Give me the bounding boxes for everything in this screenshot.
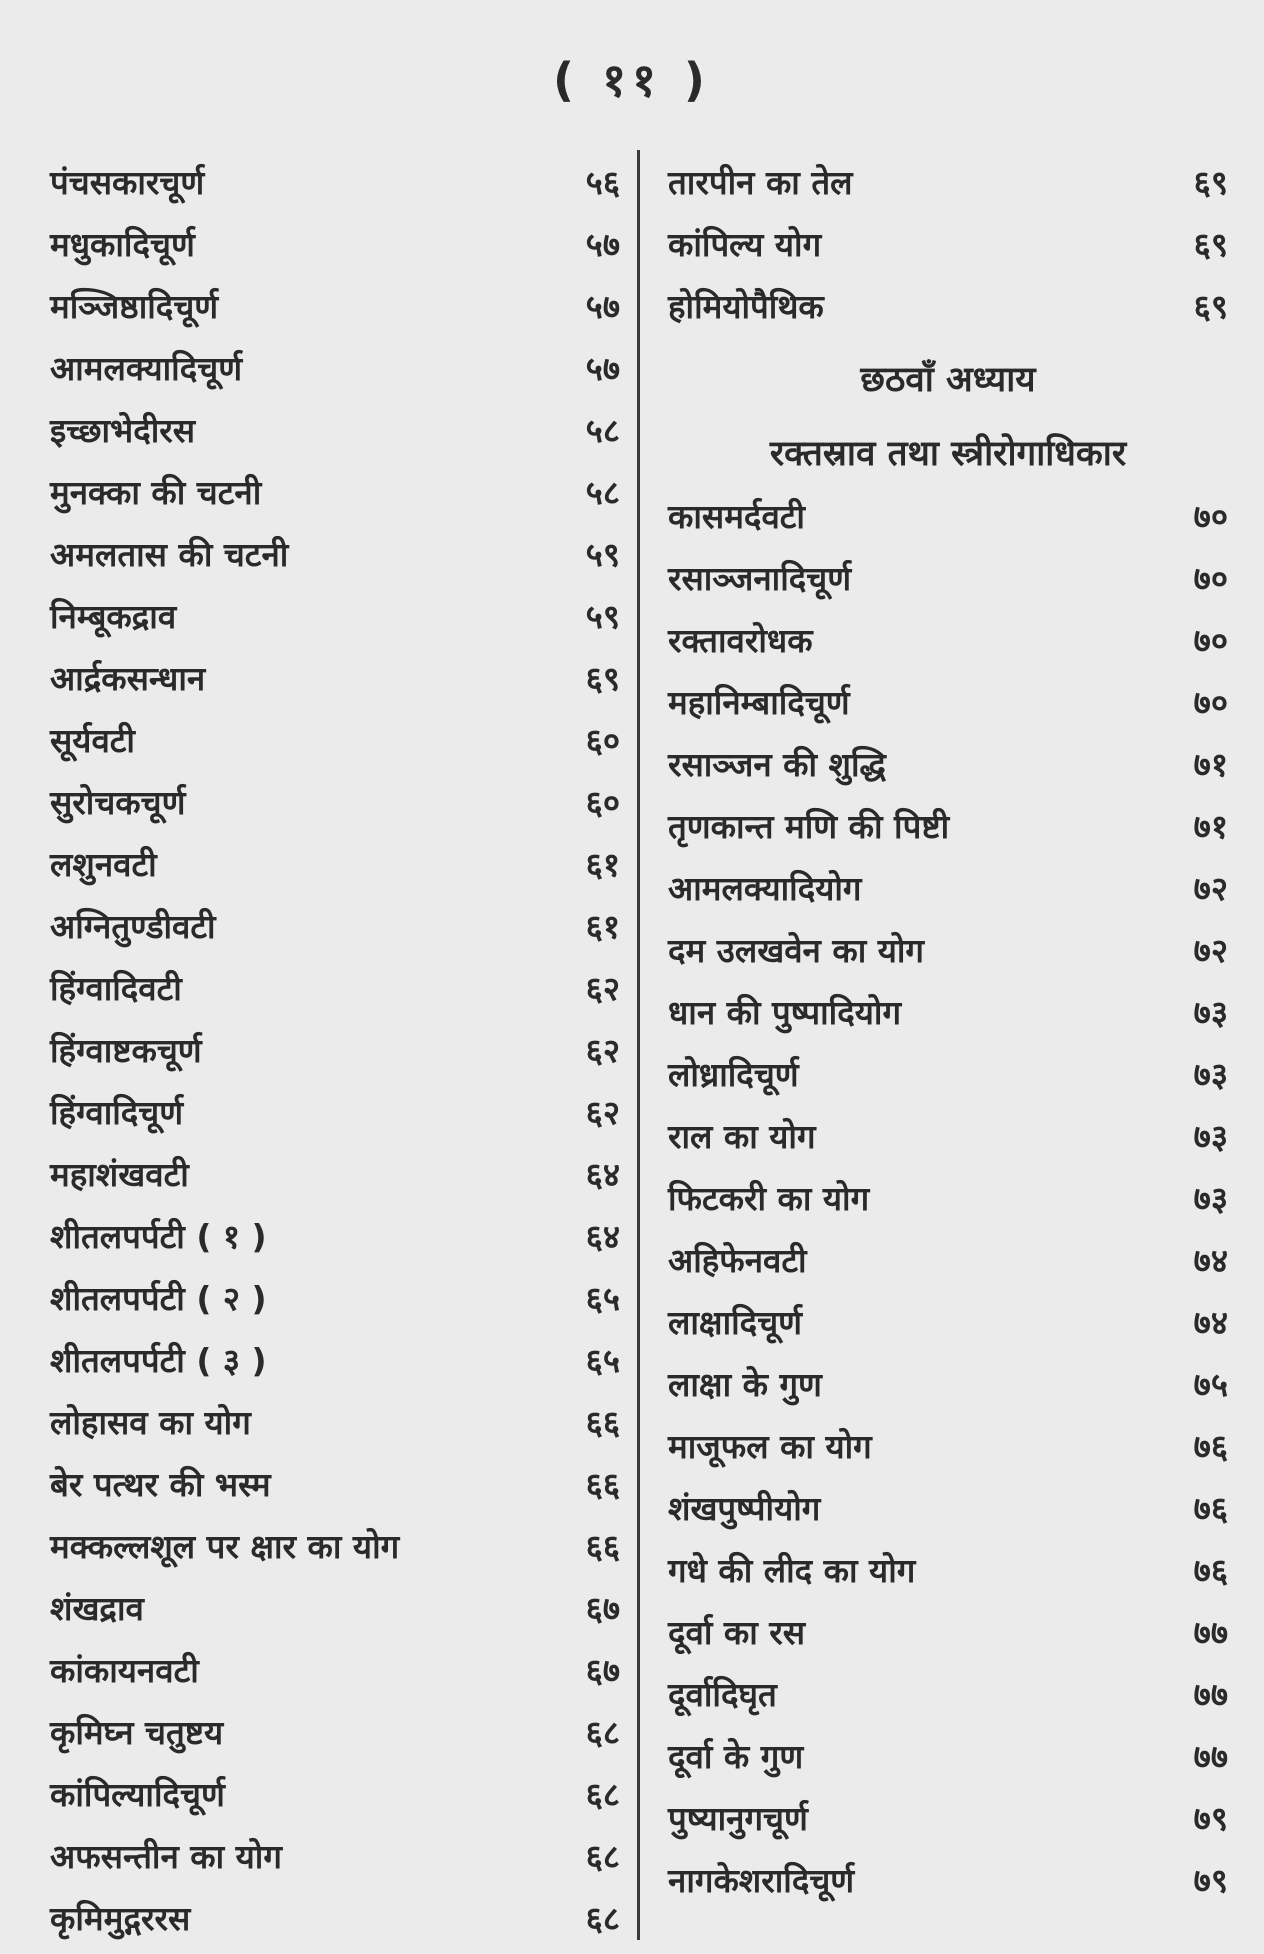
- toc-entry: [668, 1600, 1228, 1662]
- toc-entry: [50, 212, 620, 274]
- toc-entry: [50, 1266, 620, 1328]
- toc-entry: [50, 708, 620, 770]
- toc-entry: [668, 980, 1228, 1042]
- entry-page-number: ७९: [1193, 1798, 1228, 1838]
- entry-page-number: ६५: [585, 1340, 620, 1380]
- entry-title: हिंग्वाष्टकचूर्ण: [50, 1030, 202, 1070]
- entry-page-number: ७९: [1193, 1860, 1228, 1900]
- entry-page-number: ५६: [585, 162, 620, 202]
- entry-page-number: ६५: [585, 1278, 620, 1318]
- entry-page-number: ६८: [585, 1836, 620, 1876]
- entry-page-number: ५७: [585, 224, 620, 264]
- toc-entry: [668, 918, 1228, 980]
- toc-entry: [668, 1662, 1228, 1724]
- entry-page-number: ७५: [1193, 1364, 1228, 1404]
- toc-entry: [50, 1390, 620, 1452]
- entry-title: दूर्वादिघृत: [668, 1674, 777, 1714]
- entry-page-number: ७३: [1193, 1116, 1228, 1156]
- entry-title: आमलक्यादिचूर्ण: [50, 348, 243, 388]
- entry-title: शंखद्राव: [50, 1588, 144, 1628]
- entry-title: अहिफेनवटी: [668, 1240, 807, 1280]
- entry-title: अफसन्तीन का योग: [50, 1836, 282, 1876]
- toc-entry: [668, 212, 1228, 274]
- toc-entry: [50, 1824, 620, 1886]
- entry-title: शीतलपर्पटी ( २ ): [50, 1278, 267, 1318]
- entry-page-number: ७०: [1193, 558, 1228, 598]
- toc-entry: [668, 1476, 1228, 1538]
- entry-title: तृणकान्त मणि की पिष्टी: [668, 806, 950, 846]
- entry-page-number: ७६: [1193, 1488, 1228, 1528]
- entry-title: माजूफल का योग: [668, 1426, 872, 1466]
- entry-title: हिंग्वादिवटी: [50, 968, 182, 1008]
- toc-entry: [668, 1724, 1228, 1786]
- column-divider: [637, 150, 640, 1940]
- right-column: [668, 150, 1228, 1910]
- entry-page-number: ७१: [1193, 744, 1228, 784]
- toc-entry: [50, 584, 620, 646]
- entry-title: दम उलखवेन का योग: [668, 930, 924, 970]
- toc-entry: [50, 894, 620, 956]
- entry-page-number: ६८: [585, 1774, 620, 1814]
- entry-page-number: ६७: [585, 1588, 620, 1628]
- toc-entry: [50, 1452, 620, 1514]
- toc-entry: [50, 1638, 620, 1700]
- toc-entry: [50, 1018, 620, 1080]
- entry-page-number: ७७: [1193, 1674, 1228, 1714]
- entry-title: शीतलपर्पटी ( १ ): [50, 1216, 267, 1256]
- toc-entry: [50, 770, 620, 832]
- toc-entry: [50, 1204, 620, 1266]
- toc-entry: [668, 1104, 1228, 1166]
- entry-page-number: ६४: [585, 1154, 620, 1194]
- entry-page-number: ६२: [585, 1092, 620, 1132]
- entry-title: सुरोचकचूर्ण: [50, 782, 186, 822]
- entry-title: हिंग्वादिचूर्ण: [50, 1092, 184, 1132]
- entry-title: लशुनवटी: [50, 844, 157, 884]
- entry-title: लोहासव का योग: [50, 1402, 251, 1442]
- toc-entry: [668, 1538, 1228, 1600]
- entry-title: लाक्षादिचूर्ण: [668, 1302, 803, 1342]
- toc-entry: [50, 1142, 620, 1204]
- entry-title: पंचसकारचूर्ण: [50, 162, 205, 202]
- entry-title: कांपिल्यादिचूर्ण: [50, 1774, 225, 1814]
- toc-entry: [668, 856, 1228, 918]
- entry-page-number: ६१: [585, 906, 620, 946]
- toc-entry: [668, 608, 1228, 670]
- toc-entry: [668, 1290, 1228, 1352]
- toc-entry: [668, 1786, 1228, 1848]
- toc-entry: [668, 1414, 1228, 1476]
- entry-page-number: ६६: [585, 1402, 620, 1442]
- entry-title: रसाञ्जनादिचूर्ण: [668, 558, 852, 598]
- entry-page-number: ७२: [1193, 930, 1228, 970]
- entry-title: धान की पुष्पादियोग: [668, 992, 902, 1032]
- entry-page-number: ६६: [585, 1464, 620, 1504]
- entry-title: अग्नितुण्डीवटी: [50, 906, 216, 946]
- toc-entry: [668, 546, 1228, 608]
- entry-title: कांपिल्य योग: [668, 224, 822, 264]
- entry-page-number: ६२: [585, 1030, 620, 1070]
- entry-page-number: ७४: [1193, 1240, 1228, 1280]
- entry-page-number: ६१: [585, 844, 620, 884]
- entry-page-number: ७०: [1193, 620, 1228, 660]
- entry-page-number: ६९: [1193, 162, 1228, 202]
- entry-title: निम्बूकद्राव: [50, 596, 177, 636]
- toc-entry: [668, 274, 1228, 336]
- entry-title: शीतलपर्पटी ( ३ ): [50, 1340, 267, 1380]
- entry-title: होमियोपैथिक: [668, 286, 824, 326]
- entry-page-number: ५९: [585, 596, 620, 636]
- entry-title: दूर्वा का रस: [668, 1612, 806, 1652]
- entry-page-number: ५९: [585, 534, 620, 574]
- entry-page-number: ६०: [585, 782, 620, 822]
- toc-entry: [50, 522, 620, 584]
- entry-title: पुष्यानुगचूर्ण: [668, 1798, 808, 1838]
- entry-page-number: ६७: [585, 1650, 620, 1690]
- entry-title: लोध्रादिचूर्ण: [668, 1054, 799, 1094]
- entry-title: बेर पत्थर की भस्म: [50, 1464, 271, 1504]
- entry-page-number: ७०: [1193, 682, 1228, 722]
- chapter-heading: छठवाँ अध्याय: [860, 359, 1036, 400]
- toc-entry: [50, 398, 620, 460]
- entry-page-number: ६४: [585, 1216, 620, 1256]
- entry-page-number: ५८: [585, 410, 620, 450]
- entry-page-number: ६९: [1193, 224, 1228, 264]
- entry-title: आर्द्रकसन्धान: [50, 658, 206, 698]
- entry-title: राल का योग: [668, 1116, 816, 1156]
- entry-title: दूर्वा के गुण: [668, 1736, 804, 1776]
- entry-title: आमलक्यादियोग: [668, 868, 862, 908]
- entry-title: महाशंखवटी: [50, 1154, 189, 1194]
- entry-title: मञ्जिष्ठादिचूर्ण: [50, 286, 219, 326]
- entry-title: कासमर्दवटी: [668, 496, 805, 536]
- entry-page-number: ७६: [1193, 1550, 1228, 1590]
- entry-page-number: ७३: [1193, 1178, 1228, 1218]
- toc-entry: [668, 150, 1228, 212]
- entry-title: सूर्यवटी: [50, 720, 135, 760]
- entry-page-number: ७७: [1193, 1736, 1228, 1776]
- toc-entry: [50, 1514, 620, 1576]
- toc-entry: [668, 794, 1228, 856]
- toc-entry: [50, 1328, 620, 1390]
- entry-page-number: ५७: [585, 348, 620, 388]
- toc-entry: [668, 484, 1228, 546]
- entry-title: रसाञ्जन की शुद्धि: [668, 744, 886, 784]
- entry-title: फिटकरी का योग: [668, 1178, 870, 1218]
- toc-entry: [668, 670, 1228, 732]
- entry-title: तारपीन का तेल: [668, 162, 853, 202]
- entry-page-number: ६९: [585, 658, 620, 698]
- entry-page-number: ६२: [585, 968, 620, 1008]
- entry-page-number: ७३: [1193, 1054, 1228, 1094]
- entry-page-number: ६८: [585, 1712, 620, 1752]
- entry-page-number: ६८: [585, 1898, 620, 1938]
- entry-page-number: ७०: [1193, 496, 1228, 536]
- toc-entry: [50, 1762, 620, 1824]
- toc-entry: [668, 732, 1228, 794]
- entry-page-number: ७२: [1193, 868, 1228, 908]
- entry-page-number: ५८: [585, 472, 620, 512]
- toc-entry: [50, 150, 620, 212]
- entry-title: कांकायनवटी: [50, 1650, 199, 1690]
- entry-title: कृमिघ्न चतुष्टय: [50, 1712, 224, 1752]
- entry-page-number: ५७: [585, 286, 620, 326]
- entry-page-number: ७४: [1193, 1302, 1228, 1342]
- toc-entry: [50, 274, 620, 336]
- entry-title: लाक्षा के गुण: [668, 1364, 822, 1404]
- entry-title: अमलतास की चटनी: [50, 534, 289, 574]
- right-column-top-entries: [668, 150, 1228, 336]
- toc-entry: [668, 1042, 1228, 1104]
- toc-entry: [50, 1080, 620, 1142]
- entry-title: कृमिमुद्गररस: [50, 1898, 191, 1938]
- entry-page-number: ७६: [1193, 1426, 1228, 1466]
- toc-entry: [50, 1576, 620, 1638]
- entry-title: महानिम्बादिचूर्ण: [668, 682, 850, 722]
- left-column: [50, 150, 620, 1948]
- entry-title: शंखपुष्पीयोग: [668, 1488, 821, 1528]
- toc-entry: [668, 1166, 1228, 1228]
- entry-title: मक्कल्लशूल पर क्षार का योग: [50, 1526, 400, 1566]
- entry-page-number: ६९: [1193, 286, 1228, 326]
- entry-page-number: ७१: [1193, 806, 1228, 846]
- toc-entry: [50, 832, 620, 894]
- page-number: ( ११ ): [553, 53, 711, 107]
- entry-title: नागकेशरादिचूर्ण: [668, 1860, 855, 1900]
- toc-entry: [50, 1700, 620, 1762]
- entry-title: इच्छाभेदीरस: [50, 410, 196, 450]
- toc-entry: [50, 460, 620, 522]
- entry-page-number: ७३: [1193, 992, 1228, 1032]
- toc-entry: [668, 1228, 1228, 1290]
- toc-entry: [50, 956, 620, 1018]
- toc-entry: [50, 1886, 620, 1948]
- chapter-subheading: रक्तस्राव तथा स्त्रीरोगाधिकार: [769, 433, 1127, 474]
- entry-title: रक्तावरोधक: [668, 620, 813, 660]
- toc-entry: [50, 646, 620, 708]
- right-column-bottom-entries: [668, 484, 1228, 1910]
- entry-page-number: ७७: [1193, 1612, 1228, 1652]
- entry-page-number: ६६: [585, 1526, 620, 1566]
- entry-title: मधुकादिचूर्ण: [50, 224, 195, 264]
- toc-entry: [50, 336, 620, 398]
- toc-entry: [668, 1352, 1228, 1414]
- entry-title: मुनक्का की चटनी: [50, 472, 262, 512]
- toc-entry: [668, 1848, 1228, 1910]
- entry-page-number: ६०: [585, 720, 620, 760]
- entry-title: गधे की लीद का योग: [668, 1550, 916, 1590]
